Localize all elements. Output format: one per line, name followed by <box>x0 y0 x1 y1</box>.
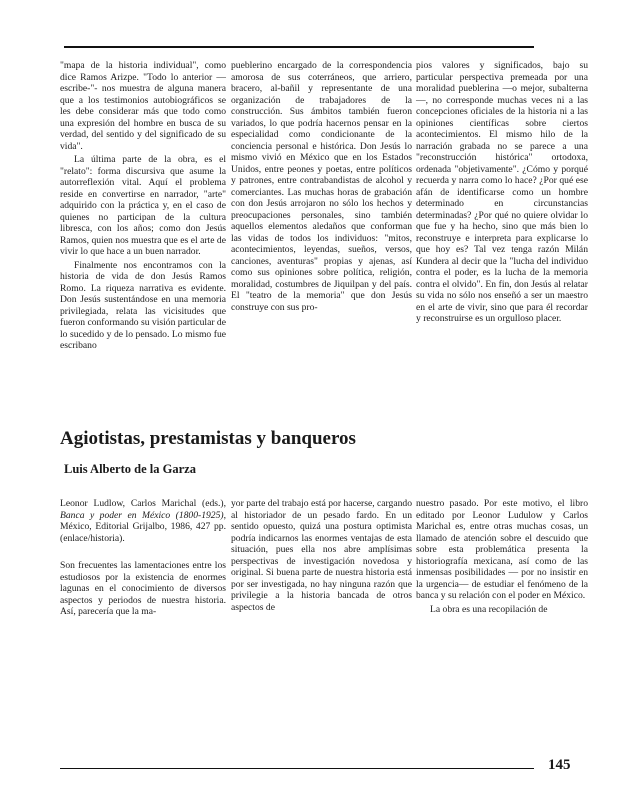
review2-column-3 <box>416 498 588 617</box>
paragraph: nuestro pasado. Por este motivo, el libro editado por Leonor Ludulow y Carlos Marichal es, entre otras muchas cosas, un llamado de atención sobre el descuido que sobre esta problemática presenta la historiografía mexicana, así como de las inmensas posibilidades — por no insistir en la urgencia— de estudiar el fenómeno de la banca y su relación con el poder en México. <box>416 498 588 601</box>
top-rule <box>64 46 534 48</box>
article-author: Luis Alberto de la Garza <box>64 462 196 476</box>
review1-column-3 <box>416 60 588 327</box>
paragraph: "mapa de la historia individual", como dice Ramos Arizpe. "Todo lo anterior —escribe-"- nos muestra de alguna manera que a los testimonios autobiográficos se les debe considerar más que todo como una expresión del hombre en busca de su verdad, del sentido y del significado de su vida". <box>60 60 226 152</box>
paragraph: pios valores y significados, bajo su particular perspectiva premeada por una moralidad pueblerina —o mejor, subalterna—, no corresponde muchas veces ni a las concepciones oficiales de la historia ni a las opiniones científicas sobre ciertos acontecimientos. El mismo hilo de la narración grabada no se parece a una "reconstrucción histórica" ortodoxa, ordenada "objetivamente". ¿Cómo y porqué recuerda y narra como lo hace? ¿Por qué ese afán de identificarse como un hombre determinado en circunstancias determinadas? ¿Por qué no quiere olvidar lo que fue y ha hecho, sino que más bien lo reconstruye e interpreta para explicarse lo que hoy es? Tal vez tenga razón Milán Kundera al decir que la "lucha del individuo contra el poder, es la lucha de la memoria contra el olvido". En fin, don Jesús al relatar su vida no sólo nos enseñó a ser un maestro en el arte de vivir, sino que para él recordar y reconstruirse es un orgulloso placer. <box>416 60 588 324</box>
paragraph: Finalmente nos encontramos con la historia de vida de don Jesús Ramos Romo. La riqueza narrativa es evidente. Don Jesús sustentándose en una memoria privilegiada, relata las vicisitudes que fueron conformando su visión particular de lo sucedido y de lo pensado. Lo mismo fue escribano <box>60 259 226 351</box>
page-number: 145 <box>548 757 571 773</box>
bottom-rule <box>60 768 534 769</box>
paragraph: La obra es una recopilación de <box>430 603 548 615</box>
paragraph: Son frecuentes las lamentaciones entre los estudiosos por la existencia de enormes lagunas en el conocimiento de diversos aspectos y periodos de nuestra historia. Así, parecería que la ma- <box>60 560 226 617</box>
review1-column-1 <box>60 60 226 354</box>
paragraph: pueblerino encargado de la correspondencia amorosa de sus coterráneos, que arriero, bracero, al-bañil y representante de una organización de trabajadores de la construcción. Sus ámbitos también fueron variados, lo que podría hacernos pensar en la especialidad como condicionante de la conciencia personal e histórica. Don Jesús lo mismo vivió en México que en los Estados Unidos, entre peones y poetas, entre políticos y patrones, entre contrabandistas de alcohol y comerciantes. Las muchas horas de grabación con don Jesús arrojaron no sólo los hechos y preocupaciones personales, sino también aquellos elementos aledaños que conforman las vidas de todos los individuos: "mitos, acontecimientos, leyendas, sueños, versos, canciones, aventuras" propias y ajenas, así como sus opiniones sobre política, religión, moralidad, costumbres de Jiquilpan y del país. El "teatro de la memoria" que don Jesús construye con sus pro- <box>231 60 412 313</box>
review2-column-2 <box>231 498 412 615</box>
book-reference: Leonor Ludlow, Carlos Marichal (eds.), Banca y poder en México (1800-1925), México, Editorial Grijalbo, 1986, 427 pp. (enlace/historia). <box>60 498 226 544</box>
paragraph: La última parte de la obra, es el "relato": forma discursiva que asume la autorreflexión vital. Aquí el problema reside en convertirse en narrador, "arte" adquirido con la práctica y, en el caso de quienes no participan de la cultura libresca, con los años; como don Jesús Ramos, quien nos muestra que es el arte de vivir lo que hace a un buen narrador. <box>60 154 226 257</box>
review1-column-2 <box>231 60 412 315</box>
review2-column-1 <box>60 498 226 634</box>
book-title: Banca y poder en México (1800-1925) <box>60 509 224 521</box>
article-title: Agiotistas, prestamistas y banqueros <box>60 428 356 449</box>
paragraph: yor parte del trabajo está por hacerse, cargando al historiador de un pesado fardo. En un sentido opuesto, quizá una postura optimista podría indicarnos las enormes ventajas de esta situación, pues ella nos abre amplísimas perspectivas de investigación novedosa y original. Si buena parte de nuestra historia está por ser investigada, no hay ninguna razón que privilegie a la historia bancada de otros aspectos de <box>231 498 412 613</box>
